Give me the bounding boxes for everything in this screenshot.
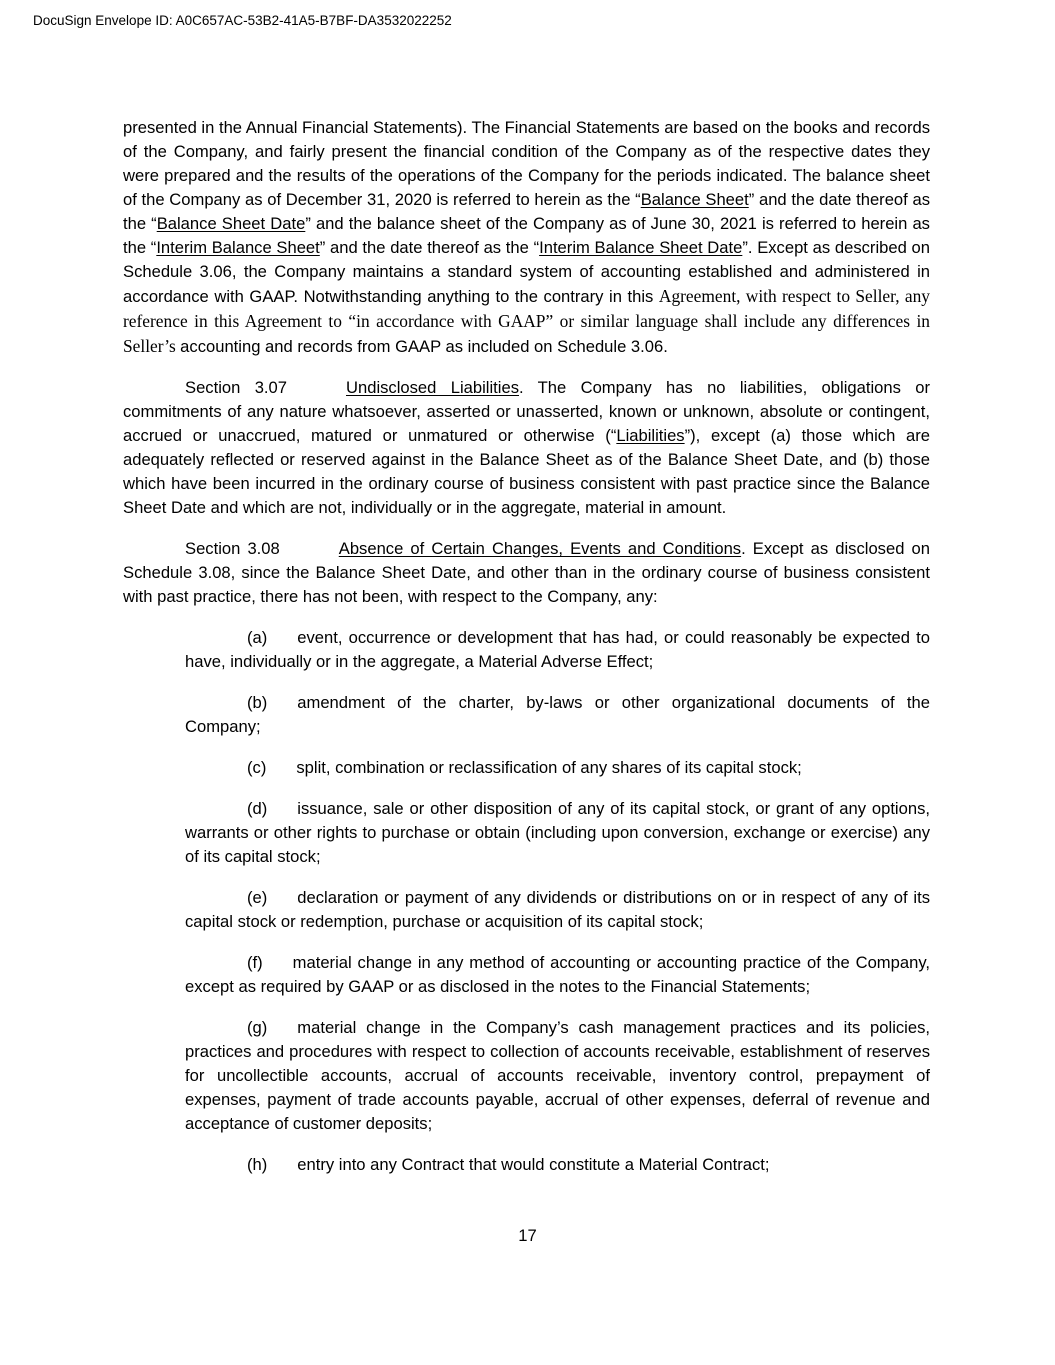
text-run: split, combination or reclassification of any shares of its capital stock; bbox=[296, 758, 802, 777]
text-run: (b) bbox=[247, 693, 268, 712]
text-run: ”. Except as described on Schedule 3.06, the Company maintains a standard system of accounting established and administered in accordance with GAAP. Notwithstanding anything to the contrary in this bbox=[123, 238, 930, 306]
paragraph-section-3-07 bbox=[123, 376, 930, 520]
defined-term: Undisclosed Liabilities bbox=[346, 378, 519, 397]
text-run: (a) bbox=[247, 628, 268, 647]
text-run: amendment of the charter, by-laws or other organizational documents of the Company; bbox=[185, 693, 930, 736]
text-run: (g) bbox=[247, 1018, 268, 1037]
list-item-a bbox=[185, 626, 930, 674]
defined-term: Balance Sheet bbox=[640, 190, 749, 209]
text-run: . Except as disclosed on Schedule 3.08, since the Balance Sheet Date, and other than in the ordinary course of business consistent with past practice, there has not been, with respect to the Company, any: bbox=[123, 539, 930, 606]
text-run: issuance, sale or other disposition of any of its capital stock, or grant of any options, warrants or other rights to purchase or obtain (including upon conversion, exchange or exercise) any of its capital stock; bbox=[185, 799, 930, 866]
text-run: material change in the Company’s cash management practices and its policies, practices and procedures with respect to collection of accounts receivable, establishment of reserves for uncollectible accounts, accrual of accounts receivable, inventory control, prepayment of expenses, payment of trade accounts payable, accrual of other expenses, deferral of revenue and acceptance of customer deposits; bbox=[185, 1018, 930, 1133]
text-run: (f) bbox=[247, 953, 263, 972]
paragraph-financial-statements bbox=[123, 116, 930, 359]
text-run: accounting and records from GAAP as included on Schedule 3.06. bbox=[180, 337, 668, 356]
text-run: presented in the Annual Financial Statements). The Financial Statements are based on the books and records of the Company, and fairly present the financial condition of the Company as of the respective dates they were prepared and the results of the operations of the Company for the periods indicated. The balance sheet of the Company as of December 31, 2020 is referred to herein as the “ bbox=[123, 118, 930, 209]
text-run: . The Company has no liabilities, obligations or commitments of any nature whatsoever, asserted or unasserted, known or unknown, absolute or contingent, accrued or unaccrued, matured or unmatured or otherwise (“ bbox=[123, 378, 930, 445]
page-number: 17 bbox=[518, 1226, 537, 1245]
docusign-envelope-id: DocuSign Envelope ID: A0C657AC-53B2-41A5-B7BF-DA3532022252 bbox=[33, 13, 452, 28]
defined-term: Interim Balance Sheet Date bbox=[539, 238, 743, 257]
text-run: (d) bbox=[247, 799, 268, 818]
list-item-f bbox=[185, 951, 930, 999]
text-run: ”), except (a) those which are adequately reflected or reserved against in the Balance Sheet as of the Balance Sheet Date, and (b) those which have been incurred in the ordinary course of business consistent with past practice since the Balance Sheet Date and which are not, individually or in the aggregate, material in amount. bbox=[123, 426, 930, 517]
list-item-b bbox=[185, 691, 930, 739]
text-run: declaration or payment of any dividends or distributions on or in respect of any of its capital stock or redemption, purchase or acquisition of its capital stock; bbox=[185, 888, 930, 931]
text-run: material change in any method of accounting or accounting practice of the Company, except as required by GAAP or as disclosed in the notes to the Financial Statements; bbox=[185, 953, 930, 996]
text-run: Section 3.07 bbox=[185, 378, 287, 397]
text-run: Agreement, with respect to Seller, any reference in this Agreement to “in accordance with GAAP” or similar language shall include any differences in Seller’s bbox=[123, 286, 930, 356]
text-run: entry into any Contract that would constitute a Material Contract; bbox=[297, 1155, 770, 1174]
list-item-g bbox=[185, 1016, 930, 1136]
list-item-h bbox=[185, 1153, 930, 1177]
defined-term: Interim Balance Sheet bbox=[156, 238, 320, 257]
defined-term: Balance Sheet Date bbox=[156, 214, 306, 233]
list-item-e bbox=[185, 886, 930, 934]
text-run: (c) bbox=[247, 758, 267, 777]
text-run: event, occurrence or development that has had, or could reasonably be expected to have, individually or in the aggregate, a Material Adverse Effect; bbox=[185, 628, 930, 671]
list-item-d bbox=[185, 797, 930, 869]
text-run: ” and the balance sheet of the Company as of June 30, 2021 is referred to herein as the “ bbox=[123, 214, 930, 257]
document-body bbox=[123, 116, 930, 1194]
paragraph-section-3-08 bbox=[123, 537, 930, 609]
text-run: ” and the date thereof as the “ bbox=[123, 190, 930, 233]
list-item-c bbox=[185, 756, 930, 780]
text-run: ” and the date thereof as the “ bbox=[319, 238, 540, 257]
text-run: (e) bbox=[247, 888, 268, 907]
text-run: (h) bbox=[247, 1155, 268, 1174]
defined-term: Liabilities bbox=[616, 426, 685, 445]
defined-term: Absence of Certain Changes, Events and Conditions bbox=[338, 539, 742, 558]
text-run: Section 3.08 bbox=[185, 539, 280, 558]
